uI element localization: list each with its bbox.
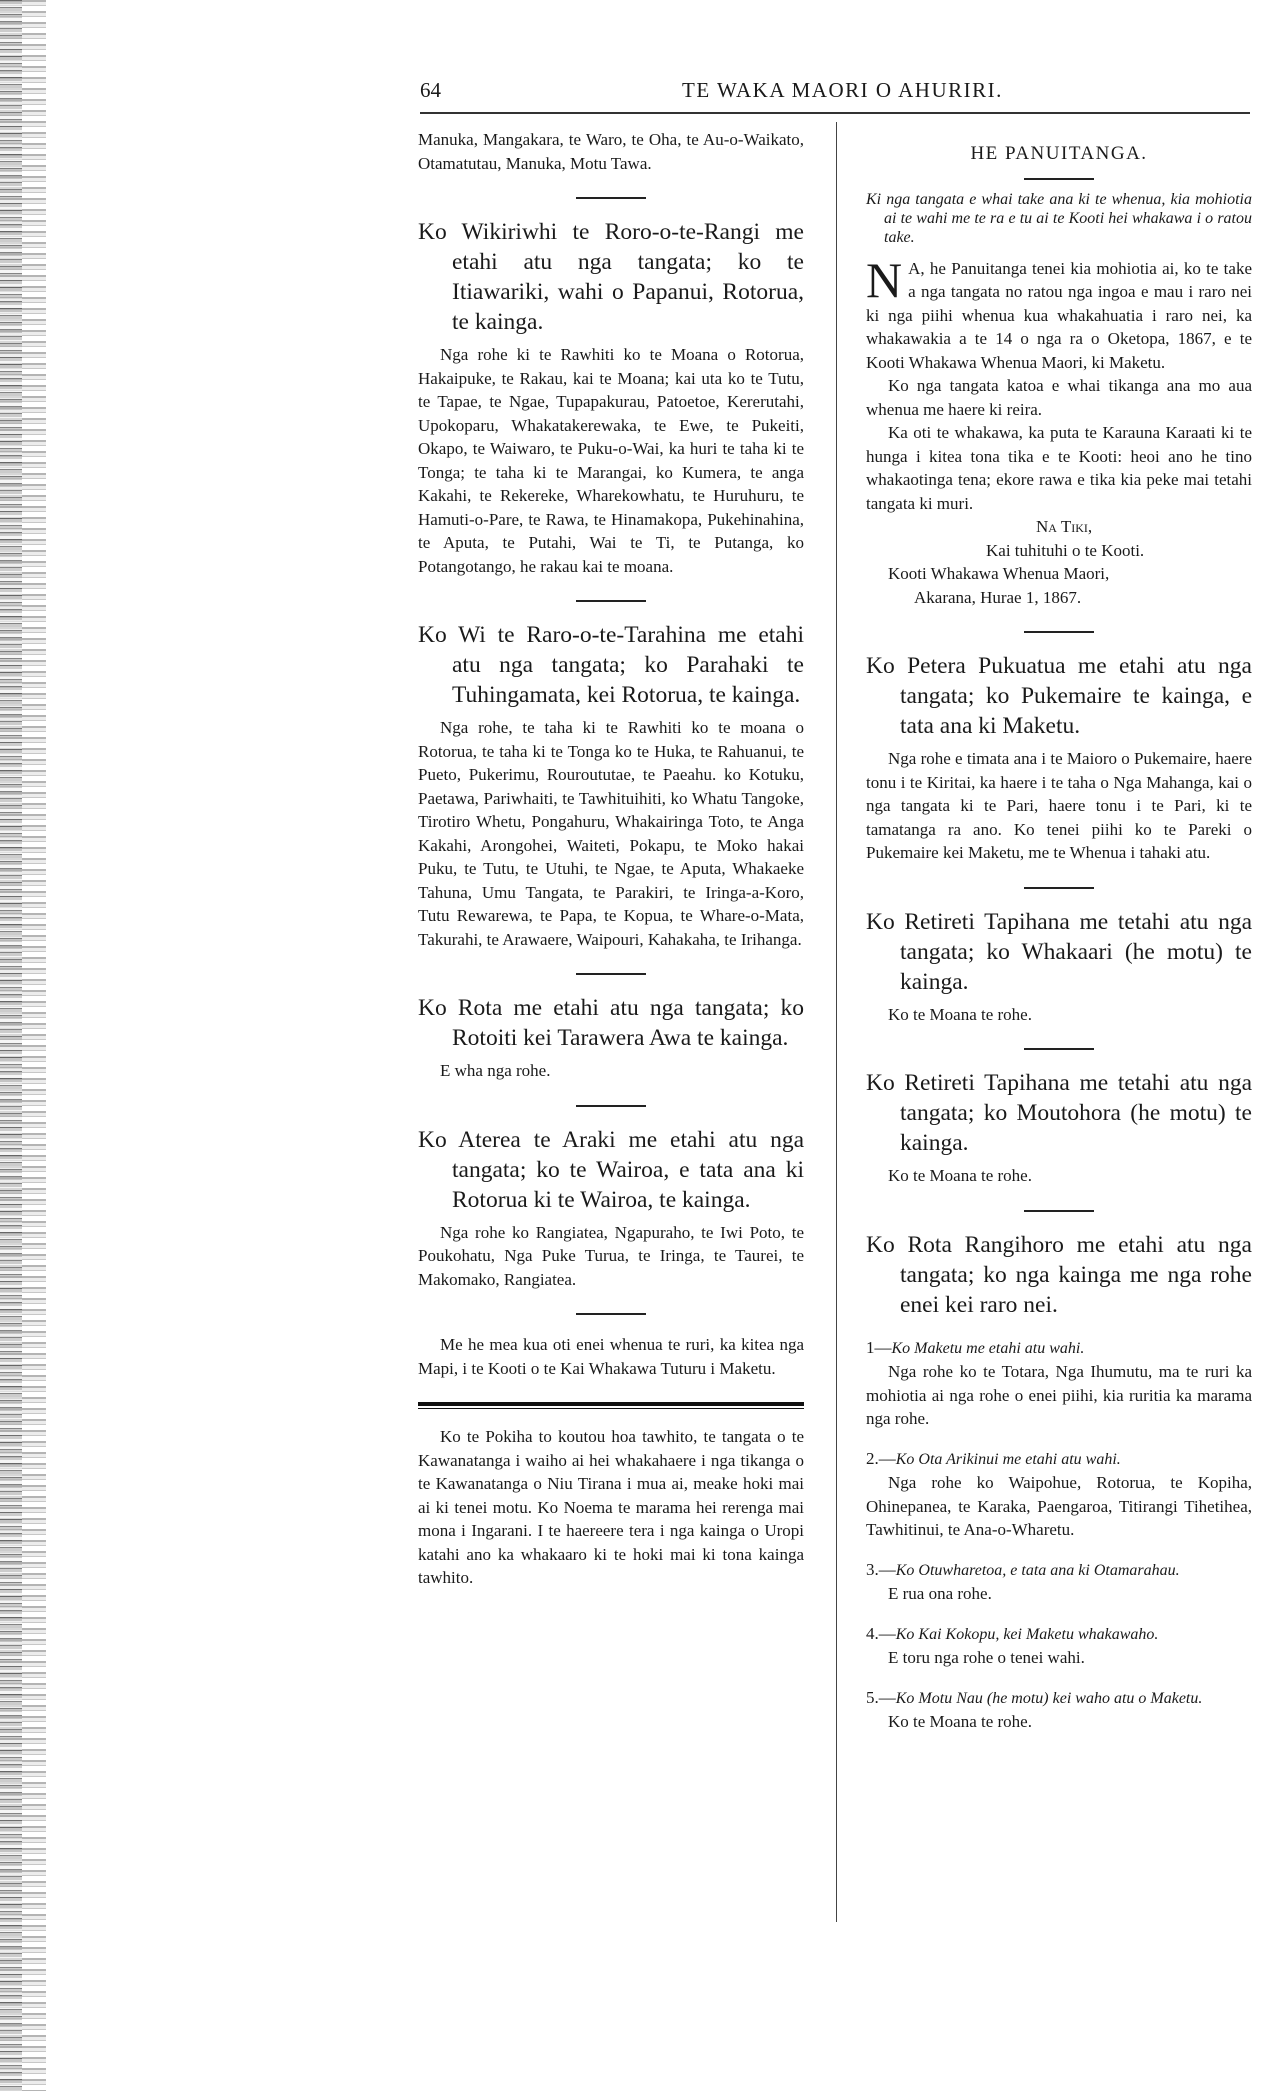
page-number: 64	[420, 78, 441, 102]
list-item-title: Ko Ota Arikinui me etahi atu wahi.	[895, 1450, 1121, 1468]
section-rule	[1024, 178, 1094, 180]
notice-paragraph	[866, 251, 1252, 375]
list-item-heading	[866, 1336, 1252, 1361]
spacer	[866, 247, 1252, 257]
list-item-title: Ko Motu Nau (he motu) kei waho atu o Maketu.	[895, 1689, 1203, 1707]
section-rule	[576, 1105, 646, 1107]
section-body: Nga rohe ki te Rawhiti ko te Moana o Rotorua, Hakaipuke, te Rakau, kai te Moana; kai uta ko te Tutu, te Tapae, te Ngae, Tupapakurau, Patoetoe, Kererutahi, Upokoparu, Whakatakerewaka, te Ewe, te Pukeiti, Okapo, te Waiwaro, te Puku-o-Wai, ka huri te taha ki te Tonga; te taha ki te Marangai, ko Kumera, te anga Kakahi, te Rekereke, Wharekowhatu, te Huruhuru, te Hamuti-o-Pare, te Rawa, te Hinamakopa, Pukehinahina, te Aputa, te Putahi, Wai te Ti, te Putanga, ko Potangotango, he rakau kai te moana.	[418, 345, 804, 576]
list-item-heading	[866, 1686, 1252, 1711]
section-rule	[576, 1313, 646, 1315]
section-heading: Ko Rota me etahi atu nga tangata; ko Rotoiti kei Tarawera Awa te kainga.	[418, 995, 804, 1051]
section-heading: Ko Wi te Raro-o-te-Tarahina me etahi atu nga tangata; ko Parahaki te Tuhingamata, kei Rotorua, te kainga.	[418, 622, 804, 708]
notice-paragraph: Ka oti te whakawa, ka puta te Karauna Karaati ki te hunga i kitea tona tika e te Kooti: heoi ano he tino whakaotinga tena; ekore rawa e tika kia peke mai tetahi tangata ki muri.	[866, 423, 1252, 513]
list-item-body: E rua ona rohe.	[888, 1584, 992, 1603]
list-item-number: 1—	[866, 1337, 892, 1357]
section-body: Nga rohe ko Rangiatea, Ngapuraho, te Iwi Poto, te Poukohatu, Nga Puke Turua, te Iringa, te Taurei, te Makomako, Rangiatea.	[418, 1222, 804, 1289]
intro-paragraph: Manuka, Mangakara, te Waro, te Oha, te Au-o-Waikato, Otamatutau, Manuka, Motu Tawa.	[418, 130, 804, 173]
publication-title: TE WAKA MAORI O AHURIRI.	[682, 78, 1003, 102]
notice-title: HE PANUITANGA.	[970, 143, 1148, 164]
list-item-body: Nga rohe ko Waipohue, Rotorua, te Kopiha, Ohinepanea, te Karaka, Paengaroa, Titirangi Tihetihea, Tawhitinui, te Ana-o-Wharetu.	[866, 1473, 1252, 1539]
scan-binding-edge-dark	[0, 0, 22, 2091]
section-rule	[576, 600, 646, 602]
section-body: Nga rohe e timata ana i te Maioro o Pukemaire, haere tonu i te Kiritai, ka haere i te taha o Nga Mahanga, kai o nga tangata ki te Pari, haere tonu i te Pari, ki te tamatanga ra ano. Ko tenei piihi ko te Pareki o Pukemaire kei Maketu, me te Whenua i tahaki atu.	[866, 749, 1252, 862]
section-heading: Ko Aterea te Araki me etahi atu nga tangata; ko te Wairoa, e tata ana ki Rotorua ki te Wairoa, te kainga.	[418, 1126, 804, 1213]
notice-paragraph: Ko nga tangata katoa e whai tikanga ana mo aua whenua me haere ki reira.	[866, 376, 1252, 419]
drop-cap: N	[866, 251, 903, 308]
section-body: Ko te Moana te rohe.	[888, 1004, 1032, 1024]
page-header	[420, 76, 1250, 114]
list-item-body: Nga rohe ko te Totara, Nga Ihumutu, ma te ruri ka mohiotia ai nga rohe o enei piihi, kia ruritia ka marama nga rohe.	[866, 1362, 1252, 1428]
list-item-heading	[866, 1447, 1252, 1472]
list-item-title: Ko Otuwharetoa, e tata ana ki Otamarahau.	[895, 1561, 1180, 1579]
list-item-body: Ko te Moana te rohe.	[888, 1712, 1032, 1731]
section-heading: Ko Retireti Tapihana me tetahi atu nga tangata; ko Moutohora (he motu) te kainga.	[866, 1070, 1252, 1156]
news-paragraph: Ko te Pokiha to koutou hoa tawhito, te tangata o te Kawanatanga i waiho ai hei whakahaere i nga tikanga o te Kawanatanga o Niu Tirana i mua ai, meake hoki mai ai ki tenei motu. Ko Noema te marama hei rerenga mai mona i Ingarani. I te haereere tera i nga kainga o Uropi katahi ano ka whakaaro ki te hoki mai ki tona kainga tawhito.	[418, 1427, 804, 1587]
section-rule	[1024, 631, 1094, 633]
list-item-body: E toru nga rohe o tenei wahi.	[888, 1648, 1085, 1667]
section-rule	[1024, 1210, 1094, 1212]
list-item-number: 3.—	[866, 1559, 896, 1579]
section-heading: Ko Retireti Tapihana me tetahi atu nga tangata; ko Whakaari (he motu) te kainga.	[866, 908, 1252, 995]
section-heading: Ko Wikiriwhi te Roro-o-te-Rangi me etahi atu nga tangata; ko te Itiawariki, wahi o Papanui, Rotorua, te kainga.	[418, 219, 804, 335]
left-column	[418, 128, 804, 1590]
signature-role: Kai tuhituhi o te Kooti.	[986, 540, 1145, 560]
section-rule	[576, 197, 646, 199]
list-item-number: 5.—	[866, 1687, 896, 1707]
section-rule	[576, 973, 646, 975]
list-item-heading	[866, 1622, 1252, 1647]
list-item-number: 2.—	[866, 1448, 896, 1468]
right-column	[866, 128, 1252, 1734]
double-rule	[418, 1402, 804, 1409]
list-item-title: Ko Kai Kokopu, kei Maketu whakawaho.	[895, 1625, 1159, 1643]
section-body: Ko te Moana te rohe.	[888, 1166, 1032, 1185]
list-item-number: 4.—	[866, 1623, 896, 1643]
section-body: E wha nga rohe.	[440, 1061, 551, 1080]
signature-name: Na Tiki,	[1036, 517, 1093, 536]
column-divider	[836, 122, 837, 1922]
section-heading: Ko Petera Pukuatua me etahi atu nga tangata; ko Pukemaire te kainga, e tata ana ki Maketu.	[866, 653, 1252, 739]
notice-subtitle: Ki nga tangata e whai take ana ki te whenua, kia mohiotia ai te wahi me te ra e tu ai te Kooti hei whakawa i o ratou take.	[866, 190, 1252, 246]
section-rule	[1024, 887, 1094, 889]
signature-place: Kooti Whakawa Whenua Maori,	[888, 564, 1110, 583]
notice-paragraph-text: A, he Panuitanga tenei kia mohiotia ai, ko te take a nga tangata no ratou nga ingoa e mau i raro nei ki nga piihi whenua kua whakahuatia i raro nei, ka whakawakia a te 14 o nga ra o Oketopa, 1867, e te Kooti Whakawa Whenua Maori, ki Maketu.	[866, 258, 1252, 372]
map-note: Me he mea kua oti enei whenua te ruri, ka kitea nga Mapi, i te Kooti o te Kai Whakawa Tuturu i Maketu.	[418, 1335, 804, 1378]
signature-date: Akarana, Hurae 1, 1867.	[914, 587, 1082, 607]
list-item-heading	[866, 1558, 1252, 1583]
section-rule	[1024, 1048, 1094, 1050]
section-body: Nga rohe, te taha ki te Rawhiti ko te moana o Rotorua, te taha ki te Tonga ko te Huka, te Rahuanui, te Pueto, Pukerimu, Rouroututae, te Paeahu. ko Kotuku, Paetawa, Pariwhaiti, te Tawhituihiti, ko Whatu Tangoke, Tirotiro Whetu, Pongahuru, Whakairinga Toto, te Anga Kakahi, Arongohei, Waiteti, Pokapu, te Moko hakai Puku, te Tutu, te Utuhi, te Ngae, te Aputa, Whakaeke Tahuna, Umu Tangata, te Parakiri, te Iringa-a-Koro, Tutu Rewarewa, te Papa, te Kopua, te Whare-o-Mata, Takurahi, te Arawaere, Waipouri, Kahakaha, te Irihanga.	[418, 718, 804, 949]
list-item-title: Ko Maketu me etahi atu wahi.	[891, 1339, 1085, 1357]
section-heading: Ko Rota Rangihoro me etahi atu nga tangata; ko nga kainga me nga rohe enei kei raro nei.	[866, 1231, 1252, 1318]
